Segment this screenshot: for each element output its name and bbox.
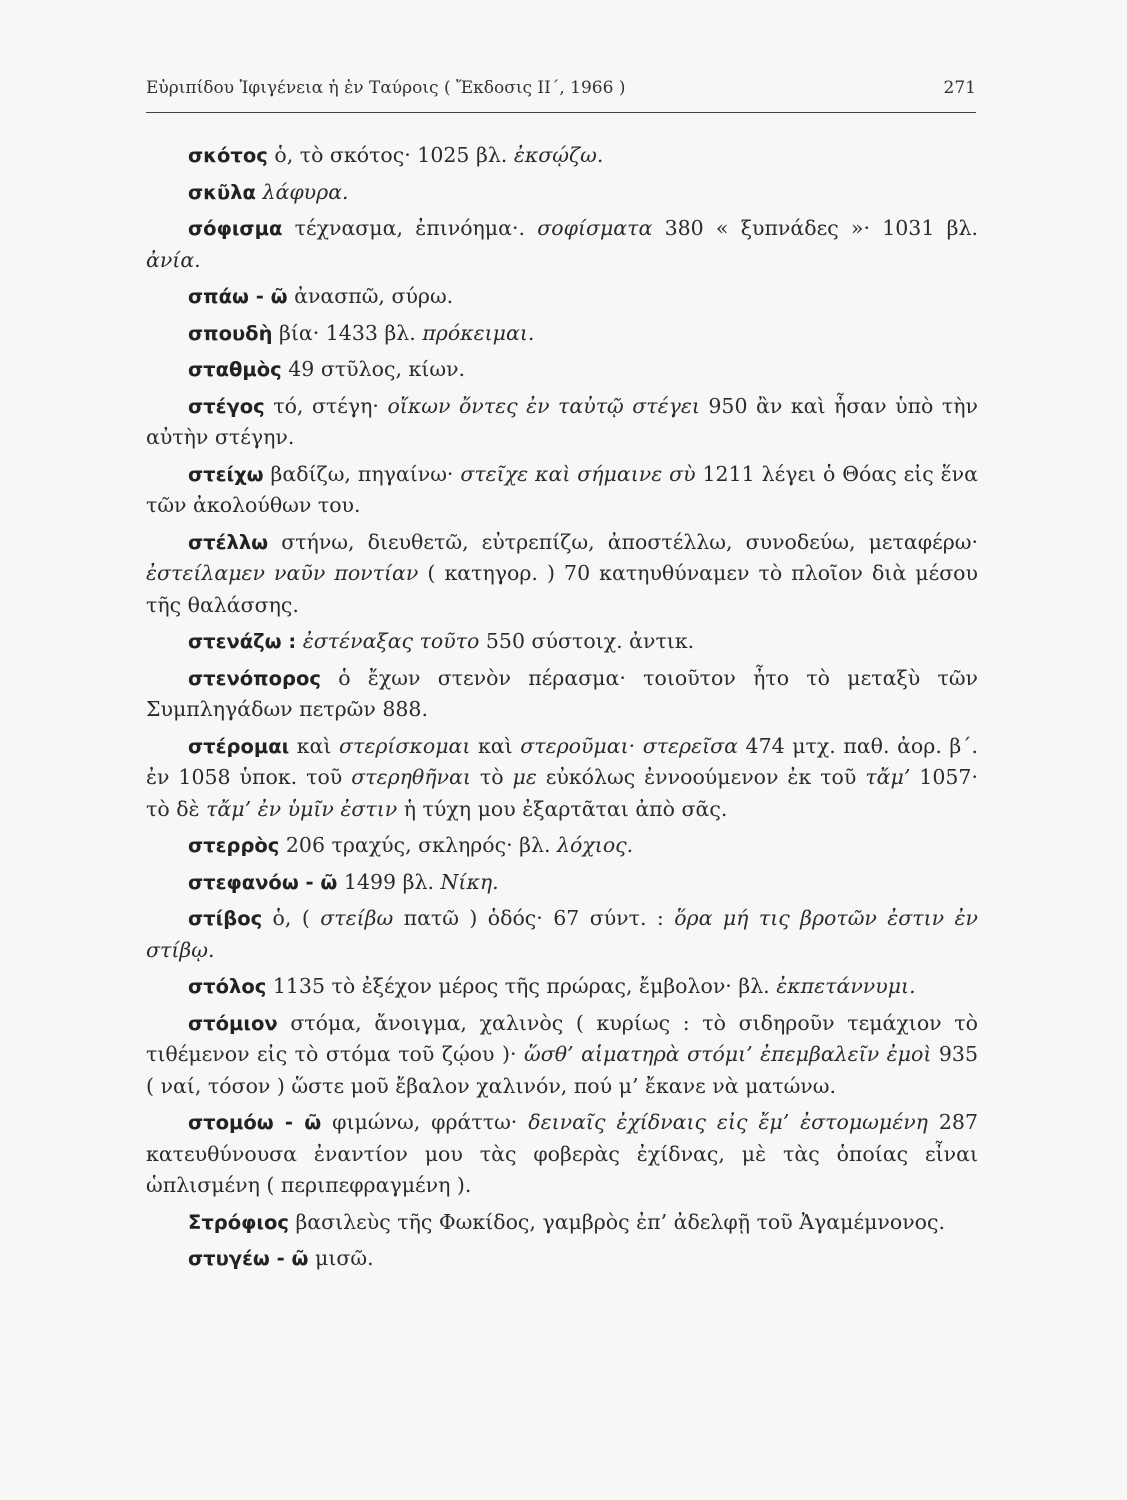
entry-text: ὁ, τὸ σκότος· 1025 βλ. bbox=[267, 143, 514, 167]
glossary-entry bbox=[146, 830, 978, 862]
entry-text: 287 κατευθύνουσα ἐναντίον μου τὰς φοβερὰς ἐχίδνας, μὲ τὰς ὁποίας εἶναι ὡπλισμένη ( περιπεφραγμένη ). bbox=[146, 1110, 978, 1197]
entry-text: τέχνασμα, ἐπινόημα·. bbox=[282, 216, 538, 240]
entry-text: ἡ τύχη μου ἐξαρτᾶται ἀπὸ σᾶς. bbox=[397, 796, 728, 821]
entry-citation: ἀνία. bbox=[146, 247, 201, 272]
entry-text: 1057· τὸ δὲ bbox=[146, 765, 978, 821]
entry-citation: στείβω bbox=[320, 906, 394, 930]
entry-headword: στυγέω - ῶ bbox=[188, 1247, 309, 1270]
entry-text: στόμα, ἄνοιγμα, χαλινὸς ( κυρίως : τὸ σιδηροῦν τεμάχιον τὸ τιθέμενον εἰς τὸ στόμα τοῦ ζῴου )· bbox=[146, 1010, 978, 1066]
entry-text: βασιλεὺς τῆς Φωκίδος, γαμβρὸς ἐπ’ ἀδελφῇ τοῦ Ἀγαμέμνονος. bbox=[288, 1209, 945, 1234]
glossary-entry bbox=[146, 140, 978, 172]
entry-citation: ὅρα μή τις βροτῶν ἐστιν ἐν στίβῳ. bbox=[146, 906, 978, 962]
entry-text: πατῶ ) ὁδός· 67 σύντ. : bbox=[393, 906, 675, 930]
glossary-entry bbox=[146, 971, 978, 1003]
entry-citation: ἐκσῴζω. bbox=[513, 143, 604, 167]
glossary-entry bbox=[146, 903, 978, 966]
header-rule bbox=[146, 112, 976, 113]
entry-text: 49 στῦλος, κίων. bbox=[281, 357, 466, 381]
entry-text: 935 ( ναί, τόσον ) ὥστε μοῦ ἔβαλον χαλινόν, πού μ’ ἔκανε νὰ ματώνω. bbox=[146, 1042, 978, 1098]
glossary-entry bbox=[146, 731, 978, 826]
entry-headword: στόμιον bbox=[188, 1011, 278, 1035]
entry-text: ἀνασπῶ, σύρω. bbox=[287, 284, 454, 308]
glossary-entry bbox=[146, 867, 978, 899]
entry-headword: σπάω - ῶ bbox=[188, 285, 288, 308]
entry-headword: στείχω bbox=[188, 462, 264, 486]
entry-text: ὁ, ( bbox=[262, 906, 321, 930]
entry-headword: στέρομαι bbox=[188, 734, 290, 758]
glossary-entry bbox=[146, 459, 978, 522]
entry-citation: λάφυρα. bbox=[262, 179, 349, 204]
entry-text: μισῶ. bbox=[308, 1246, 374, 1270]
entry-text: ( κατηγορ. ) 70 κατηυθύναμεν τὸ πλοῖον διὰ μέσου τῆς θαλάσσης. bbox=[146, 561, 978, 617]
glossary-entry bbox=[146, 318, 978, 350]
entry-headword: στίβος bbox=[188, 907, 263, 930]
glossary-entry bbox=[146, 1207, 978, 1239]
entry-text: φιμώνω, φράττω· bbox=[321, 1110, 529, 1134]
entry-text: 206 τραχύς, σκληρός· βλ. bbox=[279, 833, 558, 857]
entry-citation: σοφίσματα bbox=[537, 216, 653, 240]
entry-headword: σπουδὴ bbox=[188, 321, 273, 345]
entry-text: τὸ bbox=[470, 765, 513, 789]
glossary-entry bbox=[146, 391, 978, 454]
entry-citation: στεροῦμαι· στερεῖσα bbox=[520, 733, 738, 758]
entry-headword: σκότος bbox=[188, 144, 268, 167]
entry-citation: τἄμ’ bbox=[865, 765, 911, 789]
entry-citation: πρόκειμαι. bbox=[422, 320, 535, 345]
glossary-entry bbox=[146, 663, 978, 726]
entry-headword: στόλος bbox=[188, 975, 267, 998]
entry-text: 1211 λέγει ὁ Θόας εἰς ἕνα τῶν ἀκολούθων του. bbox=[146, 461, 978, 517]
entry-headword: σκῦλα bbox=[188, 180, 256, 204]
entry-headword: σόφισμα bbox=[188, 217, 283, 240]
entry-text: βαδίζω, πηγαίνω· bbox=[263, 461, 461, 486]
glossary-entry bbox=[146, 177, 978, 209]
entry-citation: στερηθῆναι bbox=[351, 765, 471, 789]
running-head bbox=[146, 72, 976, 112]
glossary-entry bbox=[146, 281, 978, 313]
glossary-entries bbox=[146, 140, 978, 1280]
entry-citation: τἄμ’ ἐν ὑμῖν ἐστιν bbox=[206, 796, 398, 821]
entry-text: 1135 τὸ ἐξέχον μέρος τῆς πρώρας, ἔμβολον· βλ. bbox=[266, 974, 777, 998]
glossary-entry bbox=[146, 213, 978, 276]
entry-citation: ἐκπετάννυμι. bbox=[776, 974, 916, 998]
running-head-title: Εὐριπίδου Ἰφιγένεια ἡ ἐν Ταύροις ( Ἔκδοσις ΙΙ´, 1966 ) bbox=[146, 78, 626, 98]
entry-text: 1499 βλ. bbox=[337, 869, 441, 894]
glossary-entry bbox=[146, 1107, 978, 1202]
entry-text: στήνω, διευθετῶ, εὐτρεπίζω, ἀποστέλλω, συνοδεύω, μεταφέρω· bbox=[268, 529, 978, 554]
glossary-entry bbox=[146, 1243, 978, 1275]
entry-citation: λόχιος. bbox=[557, 833, 634, 857]
entry-headword: στενόπορος bbox=[188, 666, 321, 690]
entry-text: 550 σύστοιχ. ἀντικ. bbox=[479, 629, 695, 653]
entry-headword: στερρὸς bbox=[188, 834, 280, 857]
entry-text: καὶ bbox=[289, 733, 339, 758]
entry-text: τό, στέγη· bbox=[264, 393, 388, 418]
glossary-entry bbox=[146, 1008, 978, 1103]
page-number: 271 bbox=[943, 78, 976, 98]
entry-text: ὁ ἔχων στενὸν πέρασμα· τοιοῦτον ἦτο τὸ μεταξὺ τῶν Συμπληγάδων πετρῶν 888. bbox=[146, 665, 978, 721]
entry-text: καὶ bbox=[470, 733, 521, 758]
entry-citation: στεῖχε καὶ σήμαινε σὺ bbox=[460, 461, 696, 486]
entry-text: 950 ἂν καὶ ἦσαν ὑπὸ τὴν αὐτὴν στέγην. bbox=[146, 393, 978, 449]
entry-headword: σταθμὸς bbox=[188, 358, 282, 381]
entry-text: εὐκόλως ἐννοούμενον ἐκ τοῦ bbox=[536, 765, 866, 789]
entry-citation: Νίκη. bbox=[440, 869, 499, 894]
glossary-entry bbox=[146, 626, 978, 658]
entry-citation: ἐστέναξας τοῦτο bbox=[302, 629, 480, 653]
entry-citation: με bbox=[512, 765, 537, 789]
entry-text: 474 μτχ. παθ. ἀορ. β´. ἐν 1058 ὑποκ. τοῦ bbox=[146, 733, 979, 789]
glossary-entry bbox=[146, 527, 978, 622]
entry-citation: ὥσθ’ αἱματηρὰ στόμι’ ἐπεμβαλεῖν ἐμοὶ bbox=[524, 1042, 932, 1066]
entry-text: βία· 1433 βλ. bbox=[272, 320, 423, 345]
entry-headword: στέλλω bbox=[188, 530, 269, 554]
entry-citation: οἴκων ὄντες ἐν ταὐτῷ στέγει bbox=[387, 393, 700, 418]
entry-headword: στέγος bbox=[188, 394, 265, 418]
entry-citation: ἐστείλαμεν ναῦν ποντίαν bbox=[146, 561, 419, 585]
entry-headword: στομόω - ῶ bbox=[188, 1111, 322, 1134]
glossary-entry bbox=[146, 354, 978, 386]
entry-headword: Στρόφιος bbox=[188, 1210, 289, 1234]
entry-headword: στεφανόω - ῶ bbox=[188, 870, 338, 894]
entry-citation: δειναῖς ἐχίδναις εἰς ἔμ’ ἐστομωμένη bbox=[528, 1110, 928, 1134]
entry-citation: στερίσκομαι bbox=[339, 733, 471, 758]
entry-headword: στενάζω : bbox=[188, 630, 297, 653]
entry-text: 380 « ξυπνάδες »· 1031 βλ. bbox=[652, 216, 978, 240]
